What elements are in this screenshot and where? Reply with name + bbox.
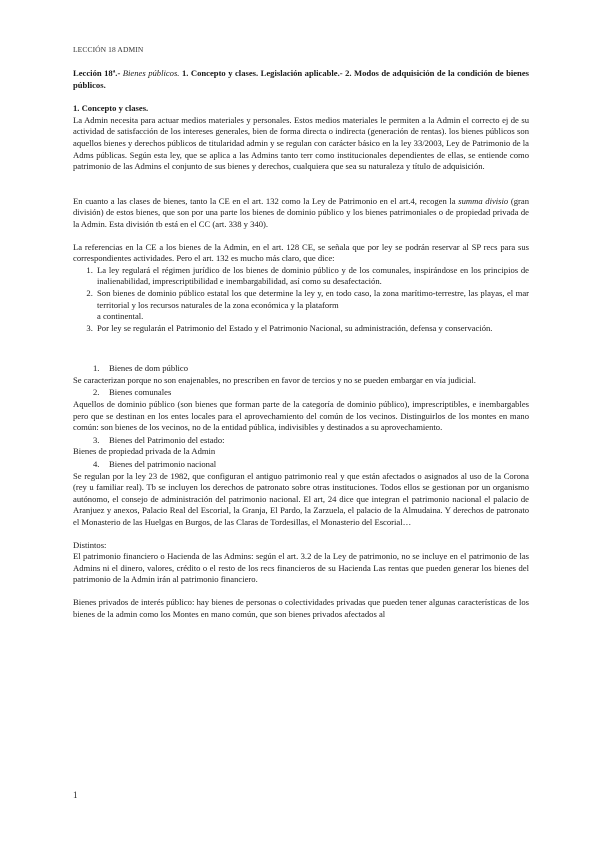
section-heading-concepto: 1. Concepto y clases.	[73, 103, 149, 114]
type-label: Bienes del patrimonio nacional	[109, 459, 217, 470]
type-label: Bienes comunales	[109, 387, 172, 398]
type-heading	[73, 387, 529, 399]
type-description: Se regulan por la ley 23 de 1982, que configuran el antiguo patrimonio real y que están afectados o asignados al uso de la Corona (rey u familiar real). Tb se incluyen los derechos de patronato sobre otras instituciones. Todos ellos se gestionan por un organismo autónomo, el consejo de administración del patrimonio nacional. El art, 24 dice que integran el patrimonio nacional el palacio de Aranjuez y anexos, Palacio Real del Escorial, la Granja, El Pardo, la Zarzuela, el palacio de la Almudaina. Y derechos de patronato el Monasterio de las Huelgas en Burgos, de las Claras de Tordesillas, el Monasterio del Escorial…	[73, 470, 529, 527]
type-number: 3.	[93, 434, 100, 445]
list-item-text: Son bienes de dominio público estatal los que determine la ley y, en todo caso, la zona marítimo-terrestre, las playas, el mar territorial y los recursos naturales de la zona económica y la plataform	[97, 287, 529, 310]
paragraph-bienes-privados: Bienes privados de interés público: hay bienes de personas o colectividades privadas que pueden tener algunas características de los bienes de la admin como los Montes en mano común, que son bienes privados afectados al	[73, 596, 529, 619]
distintos-heading: Distintos:	[73, 539, 107, 550]
summa-divisio: summa divisio	[458, 195, 509, 206]
type-description: Se caracterizan porque no son enajenables, no prescriben en favor de tercios y no se pueden embargar en vía judicial.	[73, 374, 476, 385]
type-label: Bienes de dom público	[109, 363, 189, 374]
paragraph-clases	[73, 196, 529, 231]
paragraph-intro: La Admin necesita para actuar medios materiales y personales. Estos medios materiales le permiten a la Admin el correcto ej de su actividad de satisfacción de los intereses generales, bien de forma directa o indirecta (generación de rentas). los bienes públicos son aquellos bienes y derechos públicos de titularidad admin y se regulan con carácter básico en la ley 33/2003, Ley de Patrimonio de la Adms públicas. Según esta ley, que se aplica a las Admins tanto terr como institucionales dependientes de ellas, se entiende como patrimonio de las Admins el conjunto de sus bienes y derechos, cualquiera que sea su naturaleza y título de adquisición.	[73, 114, 529, 172]
clases-text-a: En cuanto a las clases de bienes, tanto la CE en el art. 132 como la Ley de Patrimonio en el art.4, recogen la	[73, 195, 459, 206]
type-description: Bienes de propiedad privada de la Admin	[73, 446, 216, 457]
type-heading	[73, 459, 529, 471]
title-rest: 1. Concepto y clases. Legislación aplicable.- 2. Modos de adquisición de la condición de bienes públicos.	[73, 68, 529, 90]
clases-text-b: (gran división) de estos bienes, que son por una parte los bienes de dominio público y los bienes patrimoniales o de propiedad privada de la Admin. Esta división tb está en el CC (art. 338 y 340).	[73, 195, 529, 229]
article-132-list	[73, 265, 529, 335]
paragraph-referencias: La referencias en la CE a los bienes de la Admin, en el art. 128 CE, se señala que por ley se podrán reservar al SP recs para sus correspondientes actividades. Pero el art. 132 es mucho más claro, que dice:	[73, 241, 529, 264]
page-number: 1	[73, 790, 78, 800]
type-heading	[73, 363, 529, 375]
paragraph-patrimonio-financiero: El patrimonio financiero o Hacienda de las Admins: según el art. 3.2 de la Ley de patrimonio, no se incluye en el patrimonio de las Admins ni el dinero, valores, crédito o el resto de los recs financieros de su Hacienda Las rentas que pueden generar los bienes del patrimonio de la Admin irán al patrimonio financiero.	[73, 551, 529, 585]
type-number: 1.	[93, 363, 100, 374]
title-italic: Bienes públicos.	[122, 68, 180, 78]
document-body	[73, 68, 529, 620]
list-item-continuation: a continental.	[97, 311, 144, 322]
type-description: Aquellos de dominio público (son bienes que forman parte de la categoría de dominio público), imprescriptibles, e inembargables pero que se destinan en los entes locales para el aprovechamiento del común de los vecinos. Distinguirlos de los montes en mano común: son bienes de los vecinos, no de la entidad pública, indivisibles y destinados a su aprovechamiento.	[73, 399, 529, 433]
page-header: LECCIÓN 18 ADMIN	[73, 45, 144, 54]
list-item: 3. Por ley se regularán el Patrimonio del Estado y el Patrimonio Nacional, su administración, defensa y conservación.	[95, 323, 529, 335]
list-item: 1. La ley regulará el régimen jurídico de los bienes de dominio público y de los comunales, inspirándose en los principios de inalienabilidad, imprescriptibilidad e inembargabilidad, así como su desafectación.	[95, 265, 529, 288]
lesson-title	[73, 68, 529, 91]
list-item	[95, 288, 529, 323]
type-number: 4.	[93, 459, 100, 470]
type-label: Bienes del Patrimonio del estado:	[109, 434, 225, 445]
type-number: 2.	[93, 387, 100, 398]
title-lead: Lección 18ª.-	[73, 68, 123, 78]
type-heading	[73, 435, 529, 447]
